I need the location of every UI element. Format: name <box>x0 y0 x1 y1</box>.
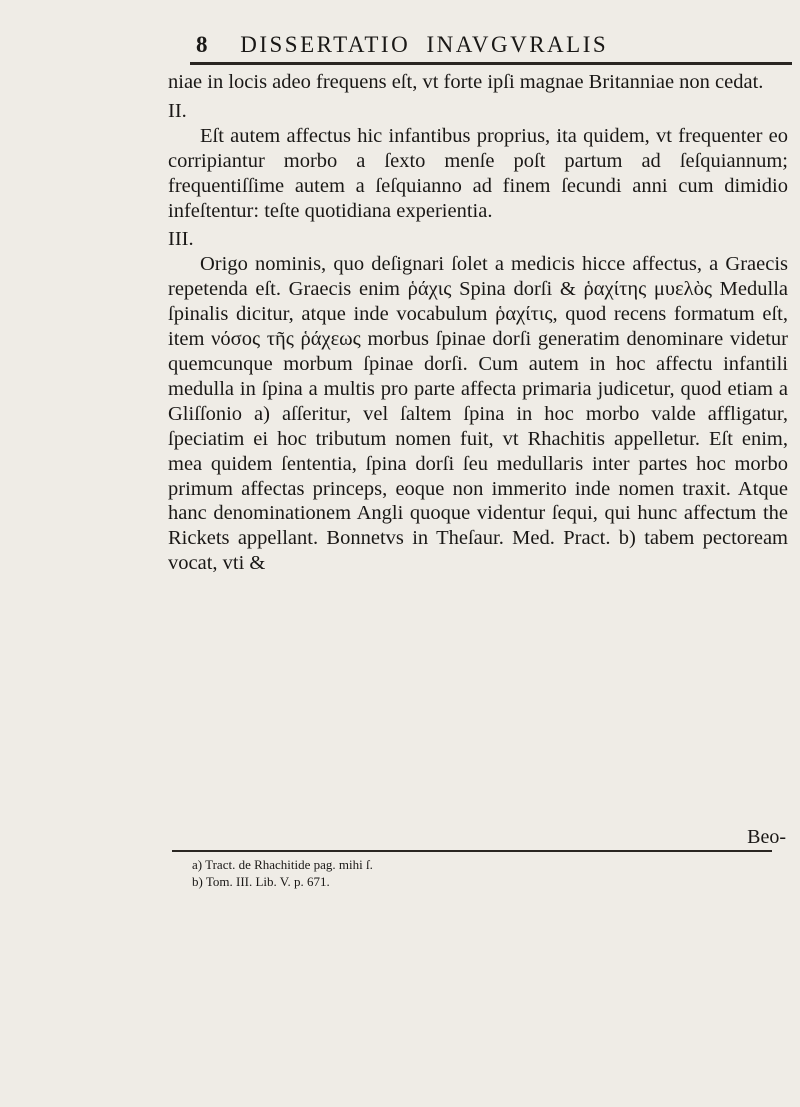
page-number: 8 <box>196 32 210 57</box>
paragraph-continuation: niae in locis adeo frequens eſt, vt forte ipſi magnae Britanniae non cedat. <box>168 71 764 93</box>
catchword: Beo- <box>747 826 786 848</box>
footnote: a) Tract. de Rhachitide pag. mihi ſ. <box>192 857 373 872</box>
section-number: II. <box>168 99 187 122</box>
main-text <box>168 70 788 576</box>
section-number: III. <box>168 228 194 251</box>
running-header <box>196 32 608 58</box>
footnote-rule <box>172 850 772 852</box>
running-title: DISSERTATIO INAVGVRALIS <box>240 32 609 57</box>
paragraph: Origo nominis, quo deſignari ſolet a medicis hicce affectus, a Graecis repetenda eſt. Graecis enim ῥάχις Spina dorſi & ῥαχίτης μυελὸς Medulla ſpinalis dicitur, atque inde vocabulum ῥαχίτις, quod recens formatum eſt, item νόσος τῆς ῥάχεως morbus ſpinae dorſi generatim denominare videtur quemcunque morbum ſpinae dorſi. Cum autem in hoc affectu infantili medulla in ſpina a multis pro parte affecta primaria judicetur, quod etiam a Gliſſonio a) aſſeritur, vel ſaltem ſpina in hoc morbo valde affligatur, ſpeciatim ei hoc tributum nomen fuit, vt Rhachitis appelletur. Eſt enim, mea quidem ſententia, ſpina dorſi ſeu medullaris inter partes hoc morbo primum affectas princeps, eoque non immerito inde nomen traxit. Atque hanc denominationem Angli quoque videntur ſequi, qui hunc affectum the Rickets appellant. Bonnetvs in Theſaur. Med. Pract. b) tabem pectoream vocat, vti & <box>168 253 788 575</box>
footnotes <box>192 856 373 890</box>
footnote: b) Tom. III. Lib. V. p. 671. <box>192 874 330 889</box>
paragraph: Eſt autem affectus hic infantibus proprius, ita quidem, vt frequenter eo corripiantur morbo a ſexto menſe poſt partum ad ſeſquiannum; frequentiſſime autem a ſeſquianno ad finem ſecundi anni cum dimidio infeſtentur: teſte quotidiana experientia. <box>168 124 788 222</box>
header-rule <box>190 62 792 65</box>
